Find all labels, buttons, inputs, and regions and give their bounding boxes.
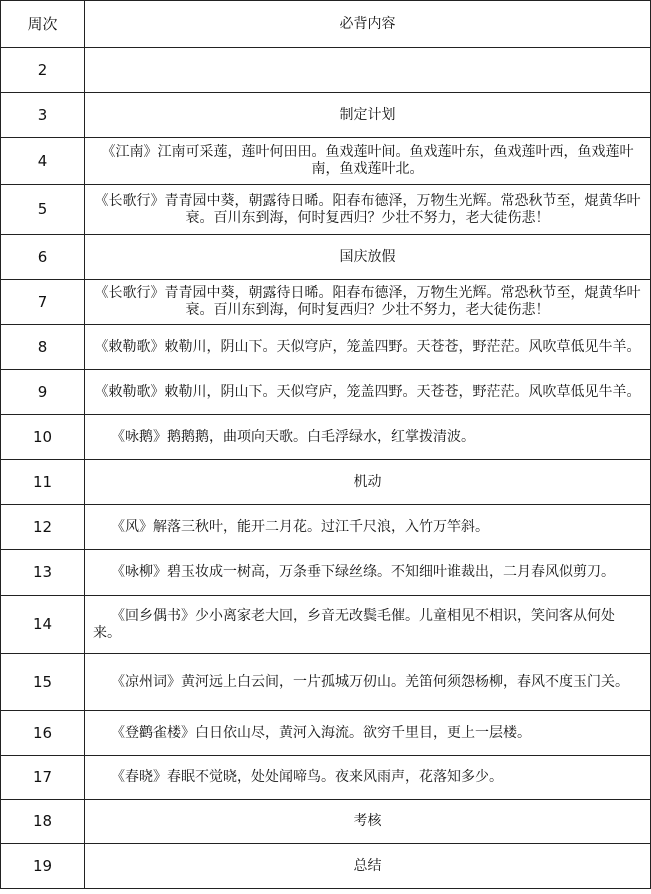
table-row	[1, 756, 651, 800]
week-cell: 11	[1, 460, 85, 505]
table-row	[1, 48, 651, 93]
week-cell: 9	[1, 370, 85, 415]
week-cell: 6	[1, 235, 85, 280]
table-row	[1, 280, 651, 325]
table-row	[1, 596, 651, 654]
table-row	[1, 460, 651, 505]
content-cell: 《敕勒歌》敕勒川，阴山下。天似穹庐，笼盖四野。天苍苍，野茫茫。风吹草低见牛羊。	[85, 325, 651, 370]
table-row	[1, 370, 651, 415]
content-cell	[85, 756, 651, 800]
content-cell: 《长歌行》青青园中葵，朝露待日晞。阳春布德泽，万物生光辉。常恐秋节至，焜黄华叶衰。百川东到海，何时复西归？少壮不努力，老大徒伤悲！	[85, 185, 651, 235]
content-cell	[85, 654, 651, 711]
content-text: 《春晓》春眠不觉晓，处处闻啼鸟。夜来风雨声，花落知多少。	[111, 769, 503, 785]
week-cell: 4	[1, 138, 85, 185]
content-cell	[85, 48, 651, 93]
week-cell: 8	[1, 325, 85, 370]
content-cell: 考核	[85, 800, 651, 844]
content-text: 《咏柳》碧玉妆成一树高，万条垂下绿丝绦。不知细叶谁裁出，二月春风似剪刀。	[111, 564, 615, 580]
week-cell: 3	[1, 93, 85, 138]
content-text: 《风》解落三秋叶，能开二月花。过江千尺浪，入竹万竿斜。	[111, 518, 489, 535]
week-header: 周次	[1, 1, 85, 48]
table-row	[1, 800, 651, 844]
content-cell: 《敕勒歌》敕勒川，阴山下。天似穹庐，笼盖四野。天苍苍，野茫茫。风吹草低见牛羊。	[85, 370, 651, 415]
week-cell: 16	[1, 711, 85, 756]
table-row	[1, 550, 651, 596]
content-text: 《咏鹅》鹅鹅鹅，曲项向天歌。白毛浮绿水，红掌拨清波。	[111, 428, 475, 445]
week-cell: 19	[1, 844, 85, 889]
content-cell: 制定计划	[85, 93, 651, 138]
week-cell: 7	[1, 280, 85, 325]
content-cell: 《江南》江南可采莲，莲叶何田田。鱼戏莲叶间。鱼戏莲叶东，鱼戏莲叶西，鱼戏莲叶南，鱼戏莲叶北。	[85, 138, 651, 185]
table-row	[1, 844, 651, 889]
table-row	[1, 185, 651, 235]
table-row	[1, 711, 651, 756]
table-row	[1, 138, 651, 185]
content-cell	[85, 505, 651, 550]
content-header: 必背内容	[85, 1, 651, 48]
table-row	[1, 505, 651, 550]
content-text: 《回乡偶书》少小离家老大回，乡音无改鬓毛催。儿童相见不相识，笑问客从何处来。	[93, 607, 615, 641]
table-row	[1, 325, 651, 370]
content-text: 《凉州词》黄河远上白云间，一片孤城万仞山。羌笛何须怨杨柳，春风不度玉门关。	[111, 673, 629, 690]
content-cell: 国庆放假	[85, 235, 651, 280]
table-row	[1, 235, 651, 280]
content-cell	[85, 550, 651, 596]
week-cell: 14	[1, 596, 85, 654]
week-cell: 13	[1, 550, 85, 596]
week-cell: 5	[1, 185, 85, 235]
table-row	[1, 654, 651, 711]
week-cell: 15	[1, 654, 85, 711]
content-cell	[85, 415, 651, 460]
table-row	[1, 415, 651, 460]
content-cell: 《长歌行》青青园中葵，朝露待日晞。阳春布德泽，万物生光辉。常恐秋节至，焜黄华叶衰。百川东到海，何时复西归？少壮不努力，老大徒伤悲！	[85, 280, 651, 325]
content-cell: 总结	[85, 844, 651, 889]
week-cell: 17	[1, 756, 85, 800]
header-row	[1, 1, 651, 48]
week-cell: 10	[1, 415, 85, 460]
week-cell: 2	[1, 48, 85, 93]
content-cell	[85, 596, 651, 654]
content-cell	[85, 711, 651, 756]
content-text: 《登鹳雀楼》白日依山尽，黄河入海流。欲穷千里目，更上一层楼。	[111, 724, 531, 741]
week-cell: 12	[1, 505, 85, 550]
content-cell: 机动	[85, 460, 651, 505]
table-row	[1, 93, 651, 138]
week-cell: 18	[1, 800, 85, 844]
